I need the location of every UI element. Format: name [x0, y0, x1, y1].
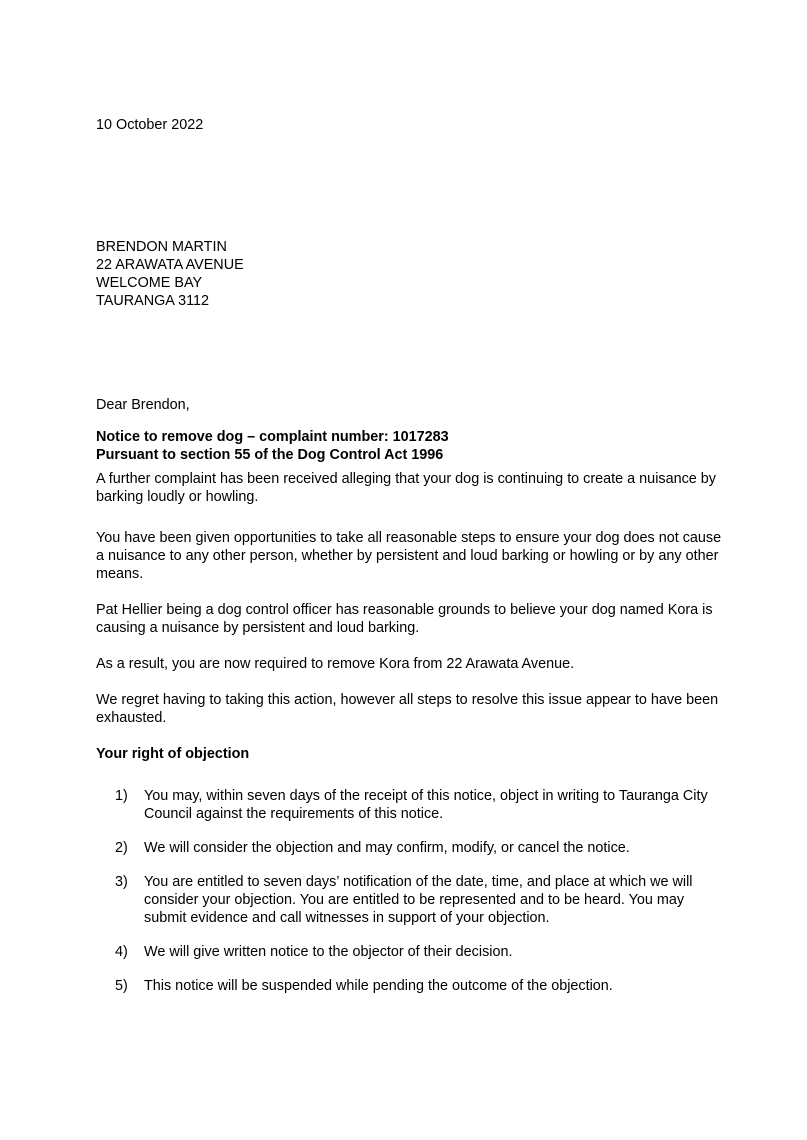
list-item [96, 943, 726, 961]
recipient-address [96, 238, 726, 310]
list-item [96, 839, 726, 857]
address-line-suburb: WELCOME BAY [96, 275, 203, 291]
list-item-text: This notice will be suspended while pending the outcome of the objection. [144, 978, 613, 994]
list-item [96, 787, 726, 823]
address-line-city: TAURANGA 3112 [96, 293, 210, 309]
salutation: Dear Brendon, [96, 397, 190, 413]
paragraph-regret: We regret having to taking this action, however all steps to resolve this issue appear to have been exhausted. [96, 692, 719, 726]
paragraph-opportunities: You have been given opportunities to take all reasonable steps to ensure your dog does not cause a nuisance to any other person, whether by persistent and loud barking or howling or by any other means. [96, 530, 722, 582]
list-item-number: 1) [115, 788, 128, 804]
address-line-street: 22 ARAWATA AVENUE [96, 257, 244, 273]
list-item-number: 2) [115, 840, 128, 856]
list-item-text: You are entitled to seven days’ notification of the date, time, and place at which we will consider your objection. You are entitled to be represented and to be heard. You may submit evidence and call witnesses in support of your objection. [144, 874, 693, 926]
list-item-number: 3) [115, 874, 128, 890]
letter-date: 10 October 2022 [96, 117, 204, 133]
address-line-name: BRENDON MARTIN [96, 239, 227, 255]
subject-heading [96, 428, 726, 464]
list-item-number: 5) [115, 978, 128, 994]
list-item [96, 977, 726, 995]
paragraph-removal: As a result, you are now required to remove Kora from 22 Arawata Avenue. [96, 656, 575, 672]
list-item-number: 4) [115, 944, 128, 960]
list-item [96, 873, 726, 927]
list-item-text: We will give written notice to the objector of their decision. [144, 944, 513, 960]
paragraph-officer: Pat Hellier being a dog control officer has reasonable grounds to believe your dog named Kora is causing a nuisance by persistent and loud barking. [96, 602, 713, 636]
subject-line-section: Pursuant to section 55 of the Dog Control Act 1996 [96, 447, 444, 463]
objection-heading: Your right of objection [96, 746, 250, 762]
list-item-text: We will consider the objection and may confirm, modify, or cancel the notice. [144, 840, 630, 856]
subject-line-notice: Notice to remove dog – complaint number: 1017283 [96, 429, 449, 445]
objection-list [96, 787, 726, 995]
letter [96, 116, 726, 1011]
paragraph-complaint: A further complaint has been received alleging that your dog is continuing to create a nuisance by barking loudly or howling. [96, 471, 716, 505]
list-item-text: You may, within seven days of the receipt of this notice, object in writing to Tauranga City Council against the requirements of this notice. [144, 788, 708, 822]
